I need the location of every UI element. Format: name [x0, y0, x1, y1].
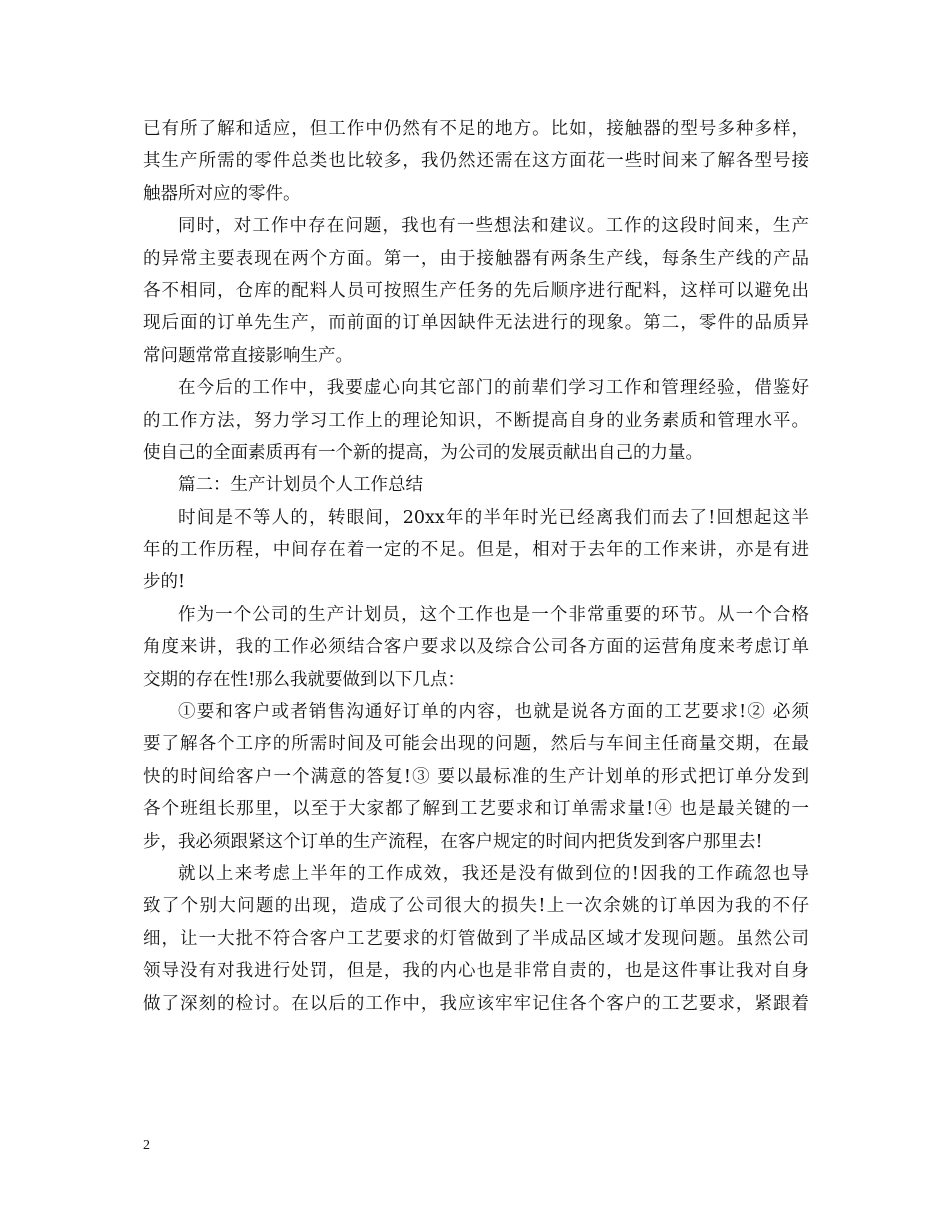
text-line: 时间是不等人的，转眼间，20xx年的半年时光已经离我们而去了!回想起这半 — [178, 507, 809, 528]
text-line: ①要和客户或者销售沟通好订单的内容，也就是说各方面的工艺要求!② 必须 — [178, 702, 809, 723]
text-line: 使自己的全面素质再有一个新的提高，为公司的发展贡献出自己的力量。 — [143, 442, 703, 463]
text-line: 年的工作历程，中间存在着一定的不足。但是，相对于去年的工作来讲，亦是有进 — [143, 540, 809, 561]
text-line: 细，让一大批不符合客户工艺要求的灯管做到了半成品区域才发现问题。虽然公司 — [143, 928, 809, 949]
text-line: 做了深刻的检讨。在以后的工作中，我应该牢牢记住各个客户的工艺要求，紧跟着 — [143, 993, 809, 1014]
text-line: 其生产所需的零件总类也比较多，我仍然还需在这方面花一些时间来了解各型号接 — [143, 151, 809, 172]
text-line: 同时，对工作中存在问题，我也有一些想法和建议。工作的这段时间来，生产 — [178, 216, 809, 237]
document-body — [143, 113, 809, 1020]
text-line: 领导没有对我进行处罚，但是，我的内心也是非常自责的，也是这件事让我对自身 — [143, 961, 809, 982]
text-line: 角度来讲，我的工作必须结合客户要求以及综合公司各方面的运营角度来考虑订单 — [143, 637, 809, 658]
text-line: 就以上来考虑上半年的工作成效，我还是没有做到位的!因我的工作疏忽也导 — [178, 863, 809, 884]
text-line: 作为一个公司的生产计划员，这个工作也是一个非常重要的环节。从一个合格 — [178, 604, 809, 625]
text-line: 常问题常常直接影响生产。 — [143, 345, 353, 366]
text-line: 的工作方法，努力学习工作上的理论知识，不断提高自身的业务素质和管理水平。 — [143, 410, 809, 431]
text-line: 致了个别大问题的出现，造成了公司很大的损失!上一次余姚的订单因为我的不仔 — [143, 896, 809, 917]
text-line: 在今后的工作中，我要虚心向其它部门的前辈们学习工作和管理经验，借鉴好 — [178, 378, 809, 399]
text-line: 要了解各个工序的所需时间及可能会出现的问题，然后与车间主任商量交期，在最 — [143, 734, 809, 755]
text-line: 步的! — [143, 572, 186, 593]
text-line: 步，我必须跟紧这个订单的生产流程，在客户规定的时间内把货发到客户那里去! — [143, 831, 763, 852]
text-line: 篇二：生产计划员个人工作总结 — [178, 475, 423, 496]
text-line: 的异常主要表现在两个方面。第一，由于接触器有两条生产线，每条生产线的产品 — [143, 248, 809, 269]
text-line: 各不相同，仓库的配料人员可按照生产任务的先后顺序进行配料，这样可以避免出 — [143, 280, 809, 301]
text-line: 各个班组长那里，以至于大家都了解到工艺要求和订单需求量!④ 也是最关键的一 — [143, 799, 809, 820]
text-line: 交期的存在性!那么我就要做到以下几点： — [143, 669, 466, 690]
text-line: 已有所了解和适应，但工作中仍然有不足的地方。比如，接触器的型号多种多样， — [143, 119, 809, 139]
text-line: 触器所对应的零件。 — [143, 183, 301, 204]
text-line: 快的时间给客户一个满意的答复!③ 要以最标准的生产计划单的形式把订单分发到 — [143, 766, 809, 787]
text-line: 现后面的订单先生产，而前面的订单因缺件无法进行的现象。第二，零件的品质异 — [143, 313, 809, 334]
page-number: 2 — [143, 1138, 150, 1153]
